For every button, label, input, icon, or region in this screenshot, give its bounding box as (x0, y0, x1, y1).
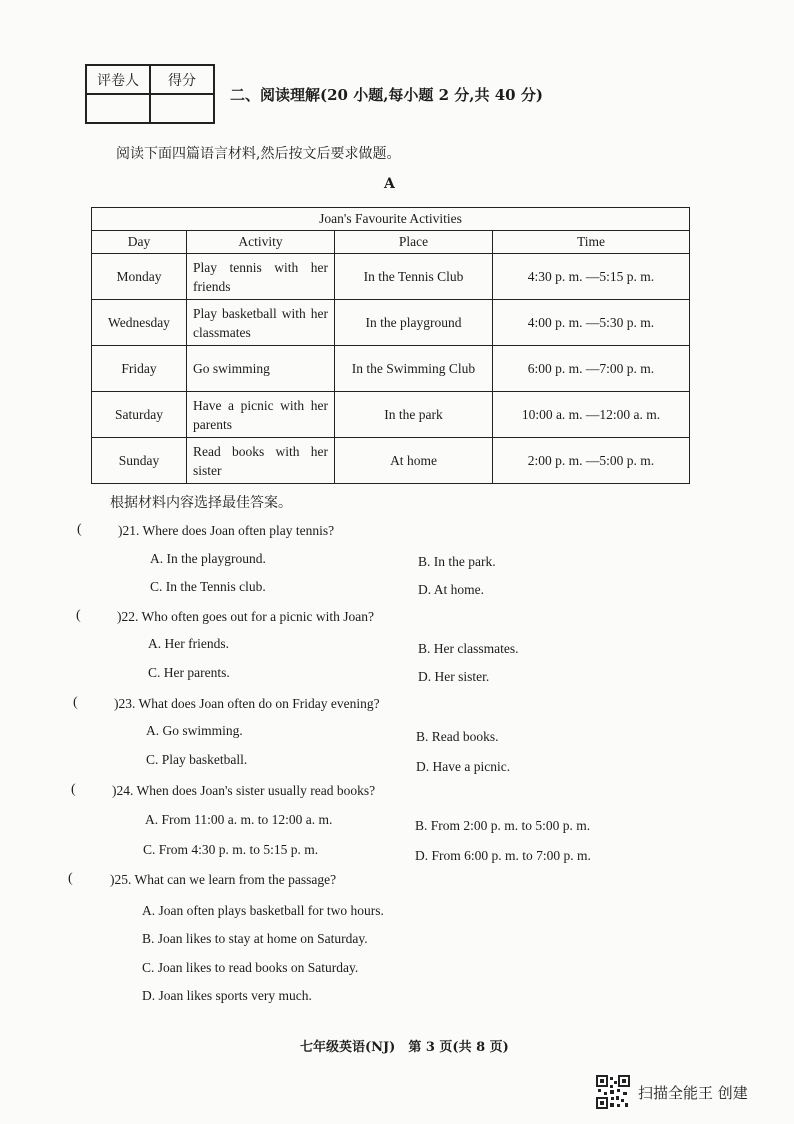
option-a: A. Joan often plays basketball for two hours. (142, 903, 384, 918)
answer-paren: ( (68, 871, 73, 886)
cell-time: 2:00 p. m. —5:00 p. m. (493, 438, 690, 484)
option-d: D. At home. (418, 582, 484, 597)
table-row (92, 392, 690, 438)
option-a: A. Go swimming. (146, 723, 243, 738)
header-day: Day (92, 231, 187, 254)
option-c: C. From 4:30 p. m. to 5:15 p. m. (143, 842, 319, 857)
grader-label: 评卷人 (86, 65, 150, 94)
option-b: B. Her classmates. (418, 641, 519, 656)
answer-paren: ( (77, 522, 82, 537)
scanner-text: 扫描全能王 创建 (638, 1084, 748, 1102)
cell-day: Friday (92, 346, 187, 392)
question-stem: )23. What does Joan often do on Friday evening? (114, 696, 380, 711)
question-stem: )22. Who often goes out for a picnic with Joan? (117, 609, 374, 624)
header-time: Time (493, 231, 690, 254)
qr-code-icon (596, 1075, 630, 1109)
cell-activity: Have a picnic with her parents (187, 392, 335, 438)
cell-place: In the Tennis Club (335, 254, 493, 300)
cell-day: Saturday (92, 392, 187, 438)
cell-place: In the park (335, 392, 493, 438)
score-cell (150, 94, 214, 123)
header-activity: Activity (187, 231, 335, 254)
cell-time: 4:00 p. m. —5:30 p. m. (493, 300, 690, 346)
answer-paren: ( (71, 782, 76, 797)
table-row (92, 300, 690, 346)
answer-paren: ( (73, 695, 78, 710)
part-label: A (384, 176, 395, 192)
header-place: Place (335, 231, 493, 254)
answer-paren: ( (76, 608, 81, 623)
activities-table (91, 207, 690, 484)
intro-text: 阅读下面四篇语言材料,然后按文后要求做题。 (116, 146, 401, 162)
cell-time: 10:00 a. m. —12:00 a. m. (493, 392, 690, 438)
grader-cell (86, 94, 150, 123)
option-b: B. From 2:00 p. m. to 5:00 p. m. (415, 818, 591, 833)
option-d: D. Joan likes sports very much. (142, 988, 312, 1003)
cell-day: Wednesday (92, 300, 187, 346)
option-a: A. Her friends. (148, 636, 229, 651)
cell-activity: Go swimming (187, 346, 335, 392)
question-stem: )25. What can we learn from the passage? (110, 872, 337, 887)
option-d: D. Have a picnic. (416, 759, 511, 774)
cell-activity: Play tennis with her friends (187, 254, 335, 300)
option-c: C. Play basketball. (146, 752, 248, 767)
option-d: D. Her sister. (418, 669, 490, 684)
option-a: A. In the playground. (150, 551, 266, 566)
cell-activity: Play basketball with her classmates (187, 300, 335, 346)
table-row (92, 346, 690, 392)
option-b: B. Joan likes to stay at home on Saturday. (142, 931, 368, 946)
cell-activity: Read books with her sister (187, 438, 335, 484)
cell-place: In the playground (335, 300, 493, 346)
score-label: 得分 (150, 65, 214, 94)
table-row (92, 438, 690, 484)
scanner-watermark (596, 1075, 776, 1109)
option-a: A. From 11:00 a. m. to 12:00 a. m. (145, 812, 333, 827)
cell-time: 4:30 p. m. —5:15 p. m. (493, 254, 690, 300)
instruction-text: 根据材料内容选择最佳答案。 (110, 495, 292, 511)
grader-box (85, 64, 215, 124)
option-b: B. Read books. (416, 729, 499, 744)
cell-day: Monday (92, 254, 187, 300)
option-d: D. From 6:00 p. m. to 7:00 p. m. (415, 848, 591, 863)
option-b: B. In the park. (418, 554, 496, 569)
cell-place: At home (335, 438, 493, 484)
cell-time: 6:00 p. m. —7:00 p. m. (493, 346, 690, 392)
option-c: C. Joan likes to read books on Saturday. (142, 960, 359, 975)
table-row (92, 254, 690, 300)
cell-day: Sunday (92, 438, 187, 484)
question-stem: )21. Where does Joan often play tennis? (118, 523, 335, 538)
question-stem: )24. When does Joan's sister usually read books? (112, 783, 376, 798)
page-footer: 七年级英语(NJ) 第 3 页(共 8 页) (300, 1040, 509, 1055)
table-title: Joan's Favourite Activities (92, 208, 690, 231)
option-c: C. In the Tennis club. (150, 579, 266, 594)
option-c: C. Her parents. (148, 665, 230, 680)
cell-place: In the Swimming Club (335, 346, 493, 392)
section-title: 二、阅读理解(20 小题,每小题 2 分,共 40 分) (230, 86, 543, 104)
